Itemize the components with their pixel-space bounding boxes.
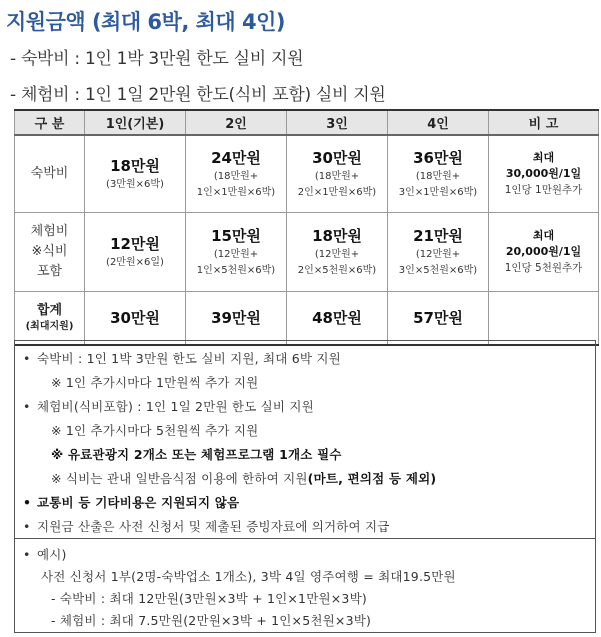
row-label-experience	[15, 213, 85, 292]
total-value: 57만원	[413, 309, 463, 327]
total-value: 39만원	[211, 309, 261, 327]
remark-line: 30,000원/1일	[505, 167, 582, 180]
experience-summary: - 체험비 : 1인 1일 2만원 한도(식비 포함) 실비 지원	[10, 85, 386, 105]
table-row-experience	[15, 213, 599, 292]
note-experience-extra: ※ 1인 추가시마다 5천원씩 추가 지원	[51, 423, 259, 438]
header-remarks: 비 고	[489, 110, 599, 135]
cell-main: 12만원	[110, 235, 160, 253]
cell-sub: 3인×5천원×6박)	[398, 265, 478, 276]
example-box	[14, 539, 596, 633]
note-text: 교통비 등 기타비용은 지원되지 않음	[37, 495, 240, 510]
note-required-visit: ※ 유료관광지 2개소 또는 체험프로그램 1개소 필수	[51, 447, 342, 462]
note-calculation	[23, 517, 390, 535]
note-text: ※ 식비는 관내 일반음식점 이용에 한하여 지원	[51, 471, 308, 486]
total-remarks	[489, 292, 599, 346]
example-heading	[23, 545, 67, 563]
cell-main: 15만원	[211, 227, 261, 245]
header-category: 구 분	[15, 110, 85, 135]
example-line-3: - 체험비 : 최대 7.5만원(2만원×3박 + 1인×5천원×3박)	[51, 613, 372, 628]
cell-sub: 2인×1만원×6박)	[297, 187, 377, 198]
header-1person: 1인(기본)	[85, 110, 186, 135]
total-4	[388, 292, 489, 346]
cell-sub: (2만원×6일)	[106, 257, 164, 268]
header-3persons: 3인	[287, 110, 388, 135]
cell-main: 18만원	[110, 157, 160, 175]
total-1	[85, 292, 186, 346]
cell-lodging-3	[287, 135, 388, 213]
cell-sub: 2인×5천원×6박)	[297, 265, 377, 276]
header-4persons: 4인	[388, 110, 489, 135]
total-value: 30만원	[110, 309, 160, 327]
header-2persons: 2인	[186, 110, 287, 135]
cell-sub: 1인×1만원×6박)	[196, 187, 276, 198]
row-label-text: 체험비	[30, 224, 69, 239]
cell-experience-2	[186, 213, 287, 292]
support-amount-table	[14, 109, 599, 346]
bullet-icon: •	[23, 351, 31, 366]
cell-sub: 3인×1만원×6박)	[398, 187, 478, 198]
total-sublabel: (최대지원)	[25, 321, 74, 332]
total-2	[186, 292, 287, 346]
cell-lodging-1	[85, 135, 186, 213]
total-value: 48만원	[312, 309, 362, 327]
remark-line: 20,000원/1일	[505, 245, 582, 258]
remark-line: 1인당 5천원추가	[504, 262, 583, 274]
table-row-lodging	[15, 135, 599, 213]
note-text-bold: (마트, 편의점 등 제외)	[307, 471, 437, 486]
cell-sub: (12만원+	[314, 249, 360, 260]
bullet-icon: •	[23, 547, 31, 562]
example-line-1: 사전 신청서 1부(2명-숙박업소 1개소), 3박 4일 영주여행 = 최대19.5만원	[41, 569, 456, 584]
remark-line: 1인당 1만원추가	[504, 184, 583, 196]
cell-lodging-remarks	[489, 135, 599, 213]
row-label-text: 숙박비	[30, 166, 69, 181]
row-label-lodging	[15, 135, 85, 213]
cell-sub: (3만원×6박)	[106, 179, 164, 190]
note-lodging	[23, 349, 341, 367]
note-text: 숙박비 : 1인 1박 3만원 한도 실비 지원, 최대 6박 지원	[37, 351, 341, 366]
note-transport	[23, 493, 239, 511]
cell-main: 18만원	[312, 227, 362, 245]
table-row-total	[15, 292, 599, 346]
cell-experience-4	[388, 213, 489, 292]
row-label-total	[15, 292, 85, 346]
table-header-row	[15, 110, 599, 135]
remark-line: 최대	[532, 229, 555, 242]
cell-sub: (12만원+	[213, 249, 259, 260]
cell-sub: (18만원+	[213, 171, 259, 182]
cell-main: 24만원	[211, 149, 261, 167]
cell-main: 21만원	[413, 227, 463, 245]
row-label-text: 포함	[36, 264, 63, 279]
note-text: 체험비(식비포함) : 1인 1일 2만원 한도 실비 지원	[37, 399, 314, 414]
cell-experience-remarks	[489, 213, 599, 292]
example-heading-text: 예시)	[37, 547, 67, 562]
cell-experience-3	[287, 213, 388, 292]
cell-lodging-4	[388, 135, 489, 213]
lodging-summary: - 숙박비 : 1인 1박 3만원 한도 실비 지원	[10, 49, 304, 69]
total-label: 합계	[36, 303, 63, 318]
cell-experience-1	[85, 213, 186, 292]
bullet-icon: •	[23, 495, 32, 510]
cell-lodging-2	[186, 135, 287, 213]
remark-line: 최대	[532, 151, 555, 164]
cell-sub: (12만원+	[415, 249, 461, 260]
note-lodging-extra: ※ 1인 추가시마다 1만원씩 추가 지원	[51, 375, 259, 390]
bullet-icon: •	[23, 399, 31, 414]
cell-sub: (18만원+	[415, 171, 461, 182]
total-3	[287, 292, 388, 346]
page-title: 지원금액 (최대 6박, 최대 4인)	[6, 10, 285, 34]
cell-main: 36만원	[413, 149, 463, 167]
note-text: 지원금 산출은 사전 신청서 및 제출된 증빙자료에 의거하여 지급	[37, 519, 390, 534]
notes-box	[14, 340, 596, 539]
note-experience	[23, 397, 314, 415]
bullet-icon: •	[23, 519, 31, 534]
row-label-text: ※식비	[31, 244, 68, 259]
note-meal	[51, 469, 436, 487]
example-line-2: - 숙박비 : 최대 12만원(3만원×3박 + 1인×1만원×3박)	[51, 591, 367, 606]
cell-sub: 1인×5천원×6박)	[196, 265, 276, 276]
cell-sub: (18만원+	[314, 171, 360, 182]
cell-main: 30만원	[312, 149, 362, 167]
